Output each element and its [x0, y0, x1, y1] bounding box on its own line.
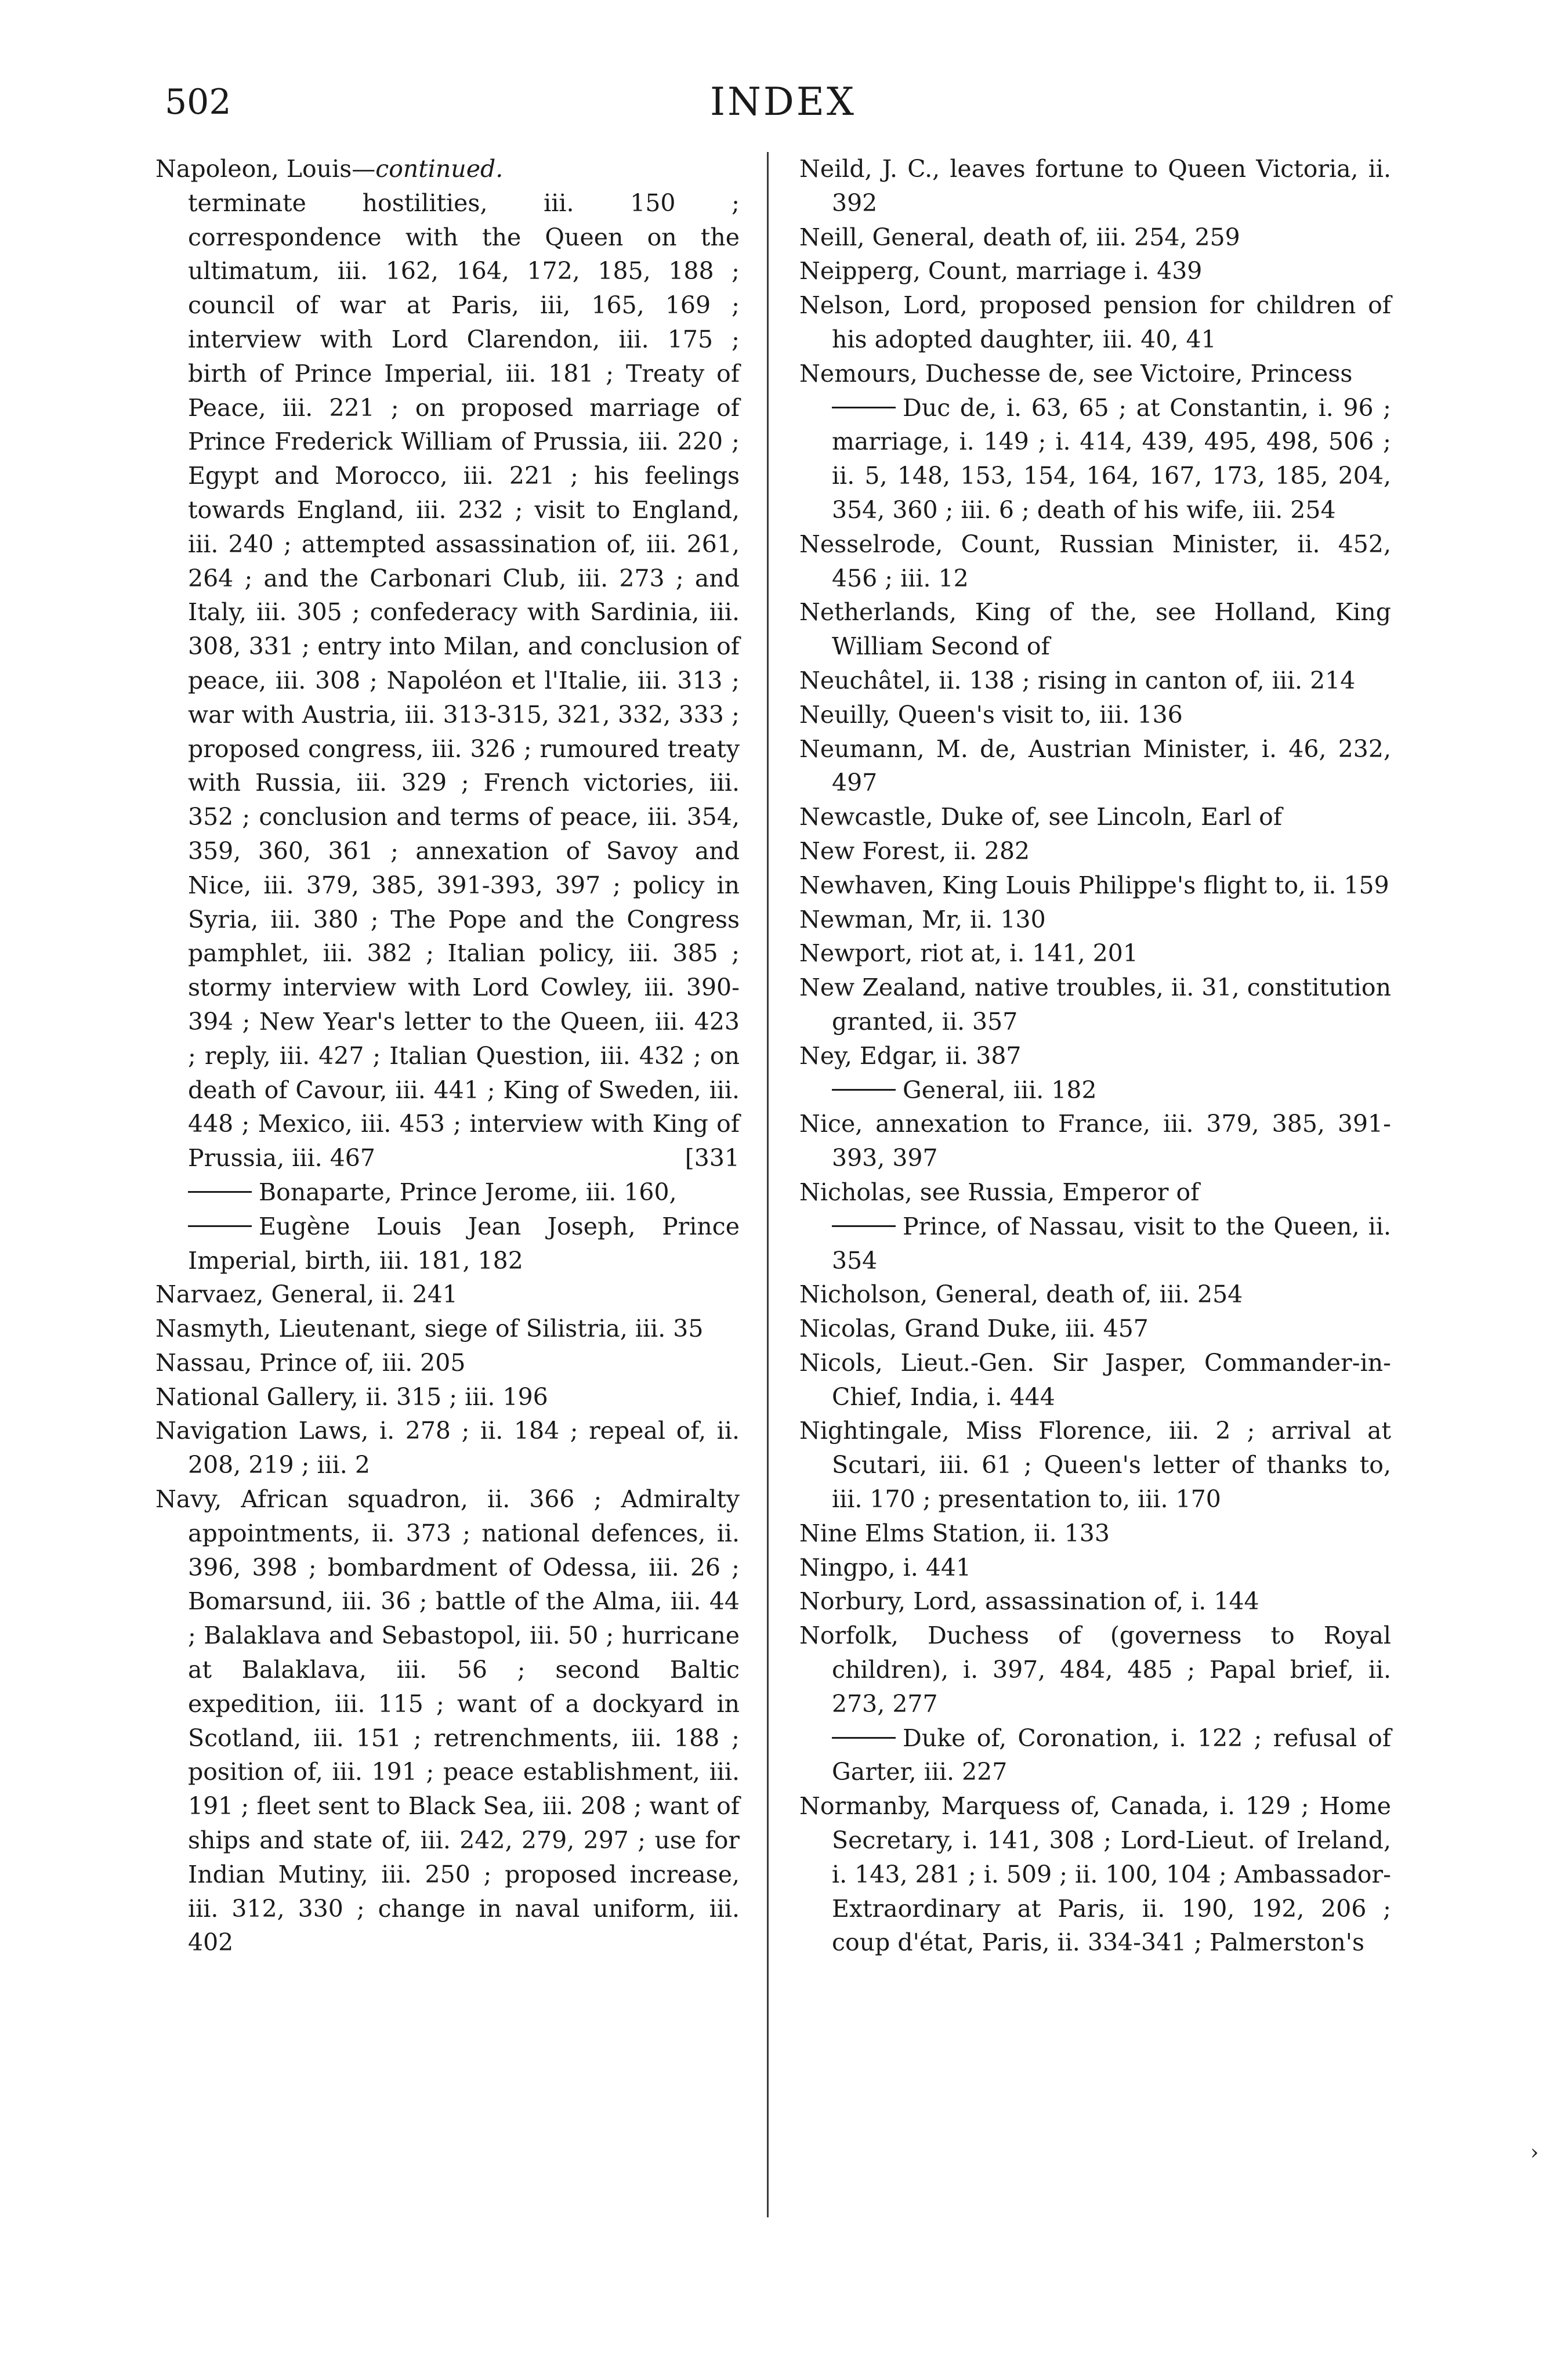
index-entry	[799, 220, 1391, 255]
index-entry	[799, 936, 1391, 971]
entry-text: terminate hostilities, iii. 150 ; correspondence with the Queen on the ultimatum, iii. 162, 164, 172, 185, 188 ; council of war at Paris, iii, 165, 169 ; interview with Lord Clarendon, iii. 175 ; birth of Prince Imperial, iii. 181 ; Treaty of Peace, iii. 221 ; on proposed marriage of Prince Frederick William of Prussia, iii. 220 ; Egypt and Morocco, iii. 221 ; his feelings towards England, iii. 232 ; visit to England, iii. 240 ; attempted assassination of, iii. 261, 264 ; and the Carbonari Club, iii. 273 ; and Italy, iii. 305 ; confederacy with Sardinia, iii. 308, 331 ; entry into Milan, and conclusion of peace, iii. 308 ; Napoléon et l'Italie, iii. 313 ; war with Austria, iii. 313-315, 321, 332, 333 ; proposed congress, iii. 326 ; rumoured treaty with Russia, iii. 329 ; French victories, iii. 352 ; conclusion and terms of peace, iii. 354, 359, 360, 361 ; annexation of Savoy and Nice, iii. 379, 385, 391-393, 397 ; policy in Syria, iii. 380 ; The Pope and the Congress pamphlet, iii. 382 ; Italian policy, iii. 385 ; stormy interview with Lord Cowley, iii. 390-394 ; New Year's letter to the Queen, iii. 423 ; reply, iii. 427 ; Italian Question, iii. 432 ; on death of Cavour, iii. 441 ; King of Sweden, iii. 448 ; Mexico, iii. 453 ; interview with King of Prussia, iii. 467	[188, 189, 740, 1172]
ditto-dash	[832, 407, 896, 408]
index-entry	[155, 1380, 740, 1414]
entry-text: Navigation Laws, i. 278 ; ii. 184 ; repeal of, ii. 208, 219 ; iii. 2	[155, 1417, 740, 1479]
entry-text: General, iii. 182	[903, 1076, 1097, 1104]
entry-text: New Forest, ii. 282	[799, 837, 1030, 865]
index-entry	[799, 971, 1391, 1039]
entry-text: Eugène Louis Jean Joseph, Prince Imperial, birth, iii. 181, 182	[188, 1212, 740, 1275]
index-entry	[799, 1107, 1391, 1175]
entry-text: Newport, riot at, i. 141, 201	[799, 939, 1138, 968]
index-entry	[799, 698, 1391, 732]
entry-text: Newcastle, Duke of, see Lincoln, Earl of	[799, 803, 1283, 831]
index-entry	[155, 1414, 740, 1482]
index-entry	[799, 527, 1391, 596]
index-entry	[799, 1175, 1391, 1210]
index-subentry	[799, 1721, 1391, 1790]
entry-text: Nemours, Duchesse de, see Victoire, Princess	[799, 359, 1353, 388]
entry-text: Norfolk, Duchess of (governess to Royal children), i. 397, 484, 485 ; Papal brief, ii. 273, 277	[799, 1622, 1391, 1718]
index-entry	[799, 800, 1391, 834]
entry-text: National Gallery, ii. 315 ; iii. 196	[155, 1383, 548, 1411]
entry-text: Nesselrode, Count, Russian Minister, ii. 452, 456 ; iii. 12	[799, 530, 1391, 592]
page-title: INDEX	[710, 79, 856, 124]
entry-text: Neuchâtel, ii. 138 ; rising in canton of, iii. 214	[799, 666, 1356, 694]
entry-text: Duke of, Coronation, i. 122 ; refusal of Garter, iii. 227	[832, 1724, 1391, 1786]
index-entry	[799, 1584, 1391, 1619]
index-entry	[155, 1482, 740, 1960]
index-entry	[799, 595, 1391, 664]
index-entry	[799, 868, 1391, 903]
entry-text: Neill, General, death of, iii. 254, 259	[799, 223, 1240, 251]
entry-text: Neild, J. C., leaves fortune to Queen Victoria, ii. 392	[799, 155, 1391, 217]
entry-text: Nicholson, General, death of, iii. 254	[799, 1280, 1243, 1309]
index-entry	[155, 1277, 740, 1312]
entry-text: Norbury, Lord, assassination of, i. 144	[799, 1587, 1259, 1616]
index-subentry	[799, 391, 1391, 527]
ditto-dash	[832, 1089, 896, 1091]
ditto-dash	[832, 1225, 896, 1227]
entry-text: Prince, of Nassau, visit to the Queen, ii. 354	[832, 1212, 1391, 1275]
right-entries	[799, 152, 1391, 1960]
entry-text: Neuilly, Queen's visit to, iii. 136	[799, 700, 1183, 729]
index-entry	[799, 288, 1391, 357]
entry-text: Newman, Mr, ii. 130	[799, 905, 1046, 933]
entry-text: Nelson, Lord, proposed pension for children of his adopted daughter, iii. 40, 41	[799, 291, 1391, 353]
entry-text: Nicols, Lieut.-Gen. Sir Jasper, Commander-in-Chief, India, i. 444	[799, 1348, 1391, 1411]
entry-text: Newhaven, King Louis Philippe's flight to, ii. 159	[799, 871, 1389, 899]
page-number: 502	[165, 82, 231, 122]
index-entry	[799, 1039, 1391, 1073]
entry-text: Nightingale, Miss Florence, iii. 2 ; arrival at Scutari, iii. 61 ; Queen's letter of thanks to, iii. 170 ; presentation to, iii. 170	[799, 1417, 1391, 1514]
left-column	[155, 152, 740, 1960]
entry-text: Ney, Edgar, ii. 387	[799, 1041, 1022, 1070]
index-entry	[799, 357, 1391, 391]
column-rule	[767, 152, 769, 2217]
entry-text: Narvaez, General, ii. 241	[155, 1280, 458, 1309]
entry-text: Ningpo, i. 441	[799, 1553, 972, 1581]
index-entry	[799, 903, 1391, 937]
index-subentry	[155, 1210, 740, 1278]
index-subentry	[799, 1210, 1391, 1278]
index-entry	[799, 664, 1391, 698]
entry-text: Navy, African squadron, ii. 366 ; Admiralty appointments, ii. 373 ; national defences, ii. 396, 398 ; bombardment of Odessa, iii. 26 ; Bomarsund, iii. 36 ; battle of the Alma, iii. 44 ; Balaklava and Sebastopol, iii. 50 ; hurricane at Balaklava, iii. 56 ; second Baltic expedition, iii. 115 ; want of a dockyard in Scotland, iii. 151 ; retrenchments, iii. 188 ; position of, iii. 191 ; peace establishment, iii. 191 ; fleet sent to Black Sea, iii. 208 ; want of ships and state of, iii. 242, 279, 297 ; use for Indian Mutiny, iii. 250 ; proposed increase, iii. 312, 330 ; change in naval uniform, iii. 402	[155, 1485, 740, 1957]
entry-text: Normanby, Marquess of, Canada, i. 129 ; Home Secretary, i. 141, 308 ; Lord-Lieut. of Ireland, i. 143, 281 ; i. 509 ; ii. 100, 104 ; Ambassador-Extraordinary at Paris, ii. 190, 192, 206 ; coup d'état, Paris, ii. 334-341 ; Palmerston's	[799, 1792, 1391, 1957]
entry-text: Nice, annexation to France, iii. 379, 385, 391-393, 397	[799, 1110, 1391, 1172]
index-entry	[799, 1551, 1391, 1585]
ditto-dash	[188, 1191, 252, 1193]
entry-text: Duc de, i. 63, 65 ; at Constantin, i. 96 ; marriage, i. 149 ; i. 414, 439, 495, 498, 506 ; ii. 5, 148, 153, 154, 164, 167, 173, 185, 204, 354, 360 ; iii. 6 ; death of his wife, iii. 254	[832, 393, 1391, 524]
index-entry-napoleon-body	[155, 186, 740, 1175]
page-turn-reference: [331	[685, 1144, 740, 1172]
index-entry	[799, 1312, 1391, 1346]
index-entry	[799, 1277, 1391, 1312]
entry-text: Bonaparte, Prince Jerome, iii. 160,	[259, 1178, 677, 1206]
index-entry	[799, 834, 1391, 868]
index-entry	[799, 152, 1391, 220]
index-subentry	[155, 1175, 740, 1210]
index-entry	[799, 1346, 1391, 1414]
index-entry	[155, 1346, 740, 1380]
index-entry	[799, 1517, 1391, 1551]
entry-text: Netherlands, King of the, see Holland, King William Second of	[799, 598, 1391, 661]
index-entry	[799, 1619, 1391, 1721]
index-entry	[799, 732, 1391, 801]
right-column	[799, 152, 1391, 1960]
index-entry	[799, 1414, 1391, 1516]
ditto-dash	[188, 1225, 252, 1227]
entry-text: New Zealand, native troubles, ii. 31, constitution granted, ii. 357	[799, 973, 1391, 1036]
entry-text: Nasmyth, Lieutenant, siege of Silistria, iii. 35	[155, 1315, 704, 1343]
index-entry	[155, 1312, 740, 1346]
entry-text: Nine Elms Station, ii. 133	[799, 1519, 1110, 1547]
continued-label: continued.	[375, 155, 504, 183]
index-entry-napoleon	[155, 152, 740, 186]
entry-heading: Napoleon, Louis—	[155, 155, 376, 183]
left-entries	[155, 1175, 740, 1960]
entry-text: Neipperg, Count, marriage i. 439	[799, 257, 1203, 285]
index-entry	[799, 254, 1391, 288]
index-subentry	[799, 1073, 1391, 1108]
margin-mark: ›	[1530, 2141, 1539, 2165]
entry-text: Nassau, Prince of, iii. 205	[155, 1348, 466, 1377]
entry-text: Nicholas, see Russia, Emperor of	[799, 1178, 1200, 1206]
entry-text: Nicolas, Grand Duke, iii. 457	[799, 1315, 1149, 1343]
entry-text: Neumann, M. de, Austrian Minister, i. 46, 232, 497	[799, 734, 1391, 797]
ditto-dash	[832, 1737, 896, 1739]
index-entry	[799, 1789, 1391, 1960]
